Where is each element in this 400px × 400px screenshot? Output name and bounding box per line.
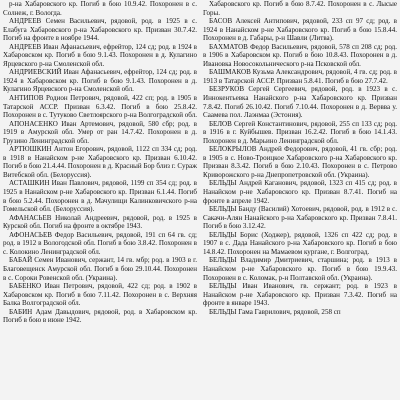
list-item: БЕЛОВ Сергей Константинович, рядовой, 255 сп 133 сд; род. в 1916 в г. Куйбышев. Призван 16.2.42. Погиб в бою 14.1.43. Похоронен в д. Марьино Ленинградской обл. — [203, 119, 397, 145]
list-item: АФОНАСЬЕВ Федор Васильевич, рядовой, 191 сп 64 гв. сд; род. в 1912 в Вологодской обл. Погиб в бою 3.8.42. Похоронен в с. Колокино Ленинградской обл. — [3, 230, 197, 256]
list-item: БЕЛЬДЫ Иван Иванович, гв. сержант; род. в 1923 в Нанайском р-не Хабаровского кр. Призван 7.3.42. Погиб на фронте в январе 1943. — [203, 282, 397, 308]
list-item: АНТИПОВ Родион Петрович, рядовой, 422 сп; род. в 1905 в Татарской АССР. Призван 6.3.42. Погиб в бою 25.8.42. Похоронен в с. Тутуково Светлоярского р-на Волгоградской обл. — [3, 94, 197, 120]
list-item: БАБАЙ Семен Иванович, сержант, 14 гв. мбр; род. в 1903 в г. Благовещенск Амурской обл. Погиб в бою 29.10.44. Похоронен в с. Сороки Ровенской обл. (Украина). — [3, 256, 197, 282]
list-item: БЕЗРУКОВ Сергей Сергеевич, рядовой, род. в 1923 в с. Иннокентьевка Нанайского р-на Хабаровского кр. Призван 7.8.42. Погиб 26.10.42. Погиб 7.10.44. Похоронен в д. Вервва у. Саамева пол. Лаэнмаа (Эстония). — [203, 85, 397, 120]
list-item: АФАНАСЬЕВ Николай Андреевич, рядовой, род. в 1925 в Курской обл. Погиб на фронте в октябре 1943. — [3, 213, 197, 231]
list-item: р-на Хабаровского кр. Погиб в бою 10.9.42. Похоронен в с. Солнеж, г. Вологда. — [3, 0, 197, 17]
list-item: БЕЛЬДЫ Банду (Василий) Хотоевич, рядовой, род. в 1912 в с. Сакачи-Алян Нанайского р-на Хабаровского кр. Призван 7.8.41. Погиб в бою 3.12.42. — [203, 205, 397, 231]
list-item: АНДРЕЕВ Иван Афанасьевич, ефрейтор, 124 сд; род. в 1924 в Хабаровском кр. Погиб в бою 9.1.43. Похоронен в д. Кулагино Ярцевского р-на Смоленской обл. — [3, 42, 197, 68]
list-item: БЕЛЬДЫ Владимир Дмитриевич, старшина; род. в 1913 в Нанайском р-не Хабаровского кр. Погиб в бою 19.9.43. Похоронен в с. Коломак, р-н Полтавской обл. (Украина). — [203, 256, 397, 282]
left-column — [3, 0, 200, 400]
list-item: Хабаровского кр. Погиб в бою 8.7.42. Похоронен в с. Лысые Горы. — [203, 0, 397, 17]
list-item: БЕЛЬДЫ Борис (Ходжер), рядовой, 1326 сп 422 сд; род. в 1907 в с. Дада Нанайского р-на Хабаровского кр. Погиб в бою 14.8.42. Похоронен на Мамаевом кургане, г. Волгоград. — [203, 230, 397, 256]
list-item: БЕЛЬДЫ Андрей Каганович, рядовой, 1323 сп 415 сд; род. в Нанайском р-не Хабаровского кр. Призван 8.7.41. Погиб на фронте в апреле 1942. — [203, 179, 397, 205]
list-item: БАБИН Адам Давыдович, рядовой, род. в Хабаровском кр. Погиб в бою в июне 1942. — [3, 307, 197, 325]
list-item: АНДРИЕВСКИЙ Иван Афанасьевич, ефрейтор, 124 сд; род. в 1924 в Хабаровском кр. Погиб в бою 9.1.43. Похоронен в д. Кулагино Ярцевского р-на Смоленской обл. — [3, 68, 197, 94]
list-item: БАХМАТОВ Федор Васильевич, рядовой, 578 сп 208 сд; род. в 1906 в Хабаровском кр. Погиб в бою 10.8.43. Похоронен в д. Ивановка Новосокольнического р-на Псковской обл. — [203, 42, 397, 68]
list-item: АРТЮШКИН Антон Егорович, рядовой, 1122 сп 334 сд; род. в 1918 в Нанайском р-не Хабаровского кр. Призван 6.10.42. Погиб в бою 21.4.44. Похоронен в д. Красный Бор близ г. Сураж Витебской обл. (Белоруссия). — [3, 145, 197, 179]
list-item: АПОНАСЕНКО Иван Артемович, рядовой, 580 сбр; род. в 1919 в Амурской обл. Умер от ран 14.7.42. Похоронен в д. Грузино Ленинградской обл. — [3, 119, 197, 145]
list-item: БАСОВ Алексей Антипович, рядовой, 233 сп 97 сд; род. в 1924 в Нанайском р-не Хабаровского кр. Погиб в бою 15.8.44. Похоронен в д. Габары, р-н Шавли (Литва). — [203, 17, 397, 43]
list-item: БЕЛЬДЫ Гама Гаврилович, рядовой, 258 сп — [209, 307, 341, 316]
list-item: БАБЕНКО Иван Петрович, рядовой, 422 сд; род. в 1902 в Хабаровском кр. Погиб в бою 7.11.42. Похоронен в с. Верхняя Балка Волгоградской обл. — [3, 282, 197, 308]
list-item: БАШМАКОВ Кузьма Александрович, рядовой, 4 гв. сд; род. в 1913 в Татарской АССР. Призван 5.8.41. Погиб в бою 27.7.42. — [203, 68, 397, 85]
list-item: АНДРЕЕВ Семен Васильевич, рядовой, род. в 1925 в с. Елабуга Хабаровского р-на Хабаровского кр. Призван 30.7.42. Погиб на фронте в ноябре 1944. — [3, 17, 197, 43]
right-column — [200, 0, 397, 400]
list-item: БЕЛОКРЫЛОВ Андрей Федорович, рядовой, 41 гв. сбр; род. в 1905 в с. Ново-Троицкое Хабаровского р-на Хабаровского кр. Призван 8.3.42. Погиб в бою 2.10.43. Похоронен в с. Петрово Криворожского р-на Днепропетровской обл. (Украина). — [203, 145, 397, 179]
list-item: АСТАШКИН Иван Павлович, рядовой, 1199 сп 354 сд; род. в 1925 в Нанайском р-не Хабаровского кр. Призван 6.1.44. Погиб в бою 5.2.44. Похоронен в д. Мачулищи Калинковичского р-на Гомельской обл. (Белоруссия). — [3, 179, 197, 214]
